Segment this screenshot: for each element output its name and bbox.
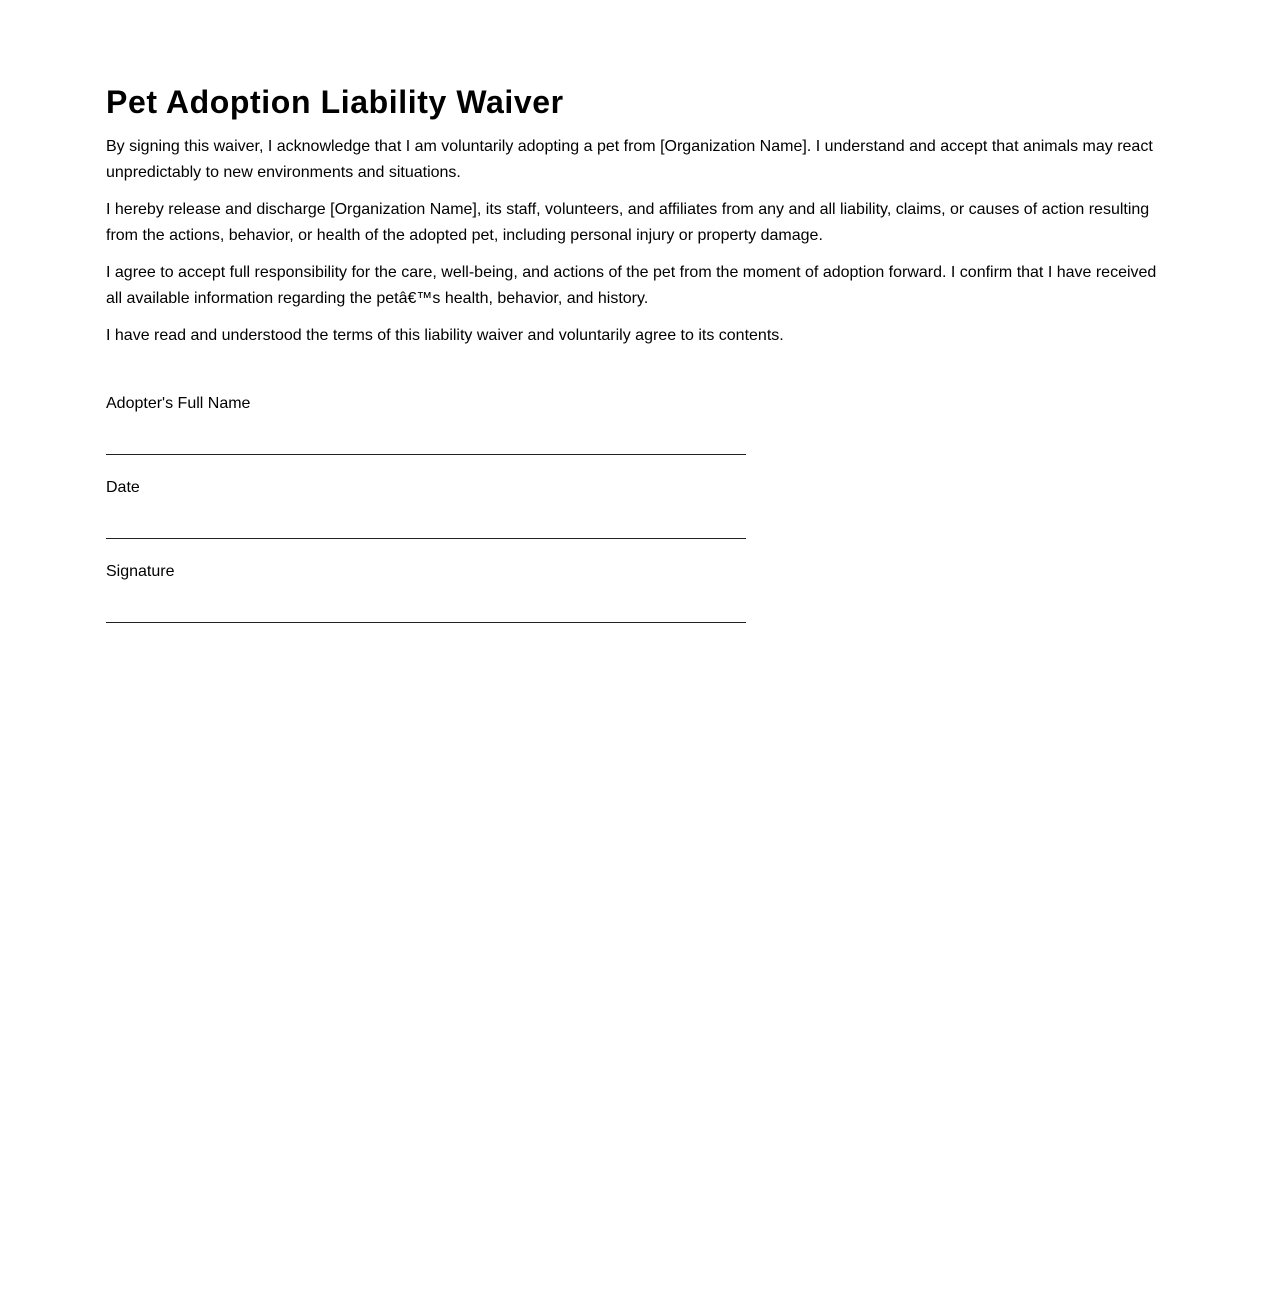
paragraph-responsibility: I agree to accept full responsibility for the care, well-being, and actions of the pet from the moment of adoption forward. I confirm that I have received all available information regarding the petâ€™s health, behavior, and history. [106,264,1157,307]
field-date [106,478,746,539]
signature-form [106,394,746,623]
waiver-document [106,82,1172,646]
signature-line[interactable] [106,608,746,623]
waiver-body [106,134,1172,349]
paragraph-release: I hereby release and discharge [Organization Name], its staff, volunteers, and affiliates from any and all liability, claims, or causes of action resulting from the actions, behavior, or health of the adopted pet, including personal injury or property damage. [106,201,1150,244]
field-full-name [106,394,746,455]
date-line[interactable] [106,524,746,539]
field-signature [106,562,746,623]
full-name-label: Adopter's Full Name [106,395,251,412]
date-label: Date [106,479,140,496]
full-name-line[interactable] [106,440,746,455]
paragraph-acknowledgement: By signing this waiver, I acknowledge that I am voluntarily adopting a pet from [Organization Name]. I understand and accept that animals may react unpredictably to new environments and situations. [106,138,1153,181]
signature-label: Signature [106,563,175,580]
paragraph-agreement: I have read and understood the terms of this liability waiver and voluntarily agree to its contents. [106,327,784,344]
page-title: Pet Adoption Liability Waiver [106,84,564,120]
